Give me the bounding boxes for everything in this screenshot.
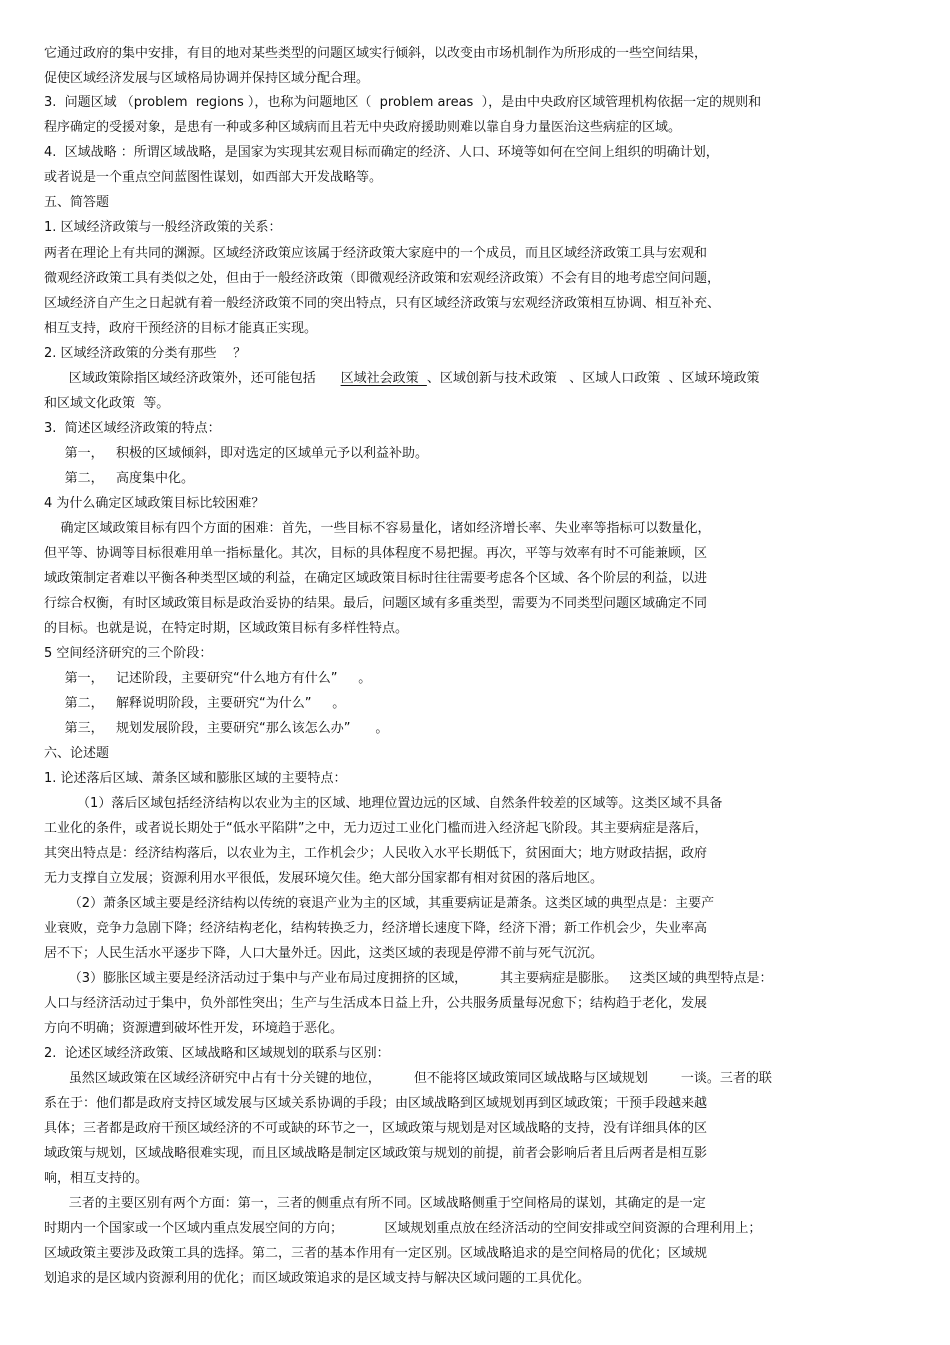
text-line: （1）落后区域包括经济结构以农业为主的区域、地理位置边远的区域、自然条件较差的区域等。这类区域不具备 (44, 796, 723, 811)
text-line: 区域政策主要涉及政策工具的选择。第二，三者的基本作用有一定区别。区域战略追求的是空间格局的优化；区域规 (44, 1246, 708, 1261)
text-line: 的目标。也就是说，在特定时期，区域政策目标有多样性特点。 (44, 621, 409, 636)
text-line: 相互支持，政府干预经济的目标才能真正实现。 (44, 321, 318, 336)
text-segment: 区域政策除指区域经济政策外，还可能包括 (44, 371, 341, 386)
text-line: 4. 区域战略 ：所谓区域战略，是国家为实现其宏观目标而确定的经济、人口、环境等如何在空间上组织的明确计划， (44, 145, 719, 160)
text-line: 五、简答题 (44, 195, 110, 210)
text-line: 无力支撑自立发展；资源利用水平很低，发展环境欠佳。绝大部分国家都有相对贫困的落后地区。 (44, 871, 604, 886)
text-line: 方向不明确；资源遭到破坏性开发，环境趋于恶化。 (44, 1021, 344, 1036)
text-line: 程序确定的受援对象，是患有一种或多种区域病而且若无中央政府援助则难以靠自身力量医治这些病症的区域。 (44, 120, 682, 135)
text-line: 划追求的是区域内资源利用的优化；而区域政策追求的是区域支持与解决区域问题的工具优化。 (44, 1271, 591, 1286)
text-line: 其突出特点是：经济结构落后，以农业为主，工作机会少；人民收入水平长期低下，贫困面大；地方财政拮据，政府 (44, 846, 708, 861)
text-line: 和区域文化政策 等。 (44, 396, 170, 411)
text-line: 促使区域经济发展与区域格局协调并保持区域分配合理。 (44, 71, 370, 86)
text-line: 居不下；人民生活水平逐步下降，人口大量外迁。因此，这类区域的表现是停滞不前与死气沉沉。 (44, 946, 604, 961)
text-line: 微观经济政策工具有类似之处，但由于一般经济政策（即微观经济政策和宏观经济政策）不会有目的地考虑空间问题， (44, 271, 721, 286)
text-line: 第一， 记述阶段，主要研究“什么地方有什么” 。 (44, 671, 372, 686)
text-line: （3）膨胀区域主要是经济活动过于集中与产业布局过度拥挤的区域， 其主要病症是膨胀。 这类区域的典型特点是： (44, 971, 773, 986)
text-line: 3. 简述区域经济政策的特点： (44, 421, 221, 436)
text-line: （2）萧条区域主要是经济结构以传统的衰退产业为主的区域，其重要病证是萧条。这类区域的典型点是：主要产 (44, 896, 715, 911)
underlined-term: 区域社会政策 (340, 371, 427, 386)
text-line: 2. 区域经济政策的分类有那些 ？ (44, 346, 247, 361)
text-line: 行综合权衡，有时区域政策目标是政治妥协的结果。最后，问题区域有多重类型，需要为不同类型问题区域确定不同 (44, 596, 708, 611)
text-line: 第二， 高度集中化。 (44, 471, 195, 486)
text-line: 4 为什么确定区域政策目标比较困难？ (44, 496, 265, 511)
text-line: 但平等、协调等目标很难用单一指标量化。其次，目标的具体程度不易把握。再次，平等与效率有时不可能兼顾，区 (44, 546, 708, 561)
text-line: 区域经济自产生之日起就有着一般经济政策不同的突出特点，只有区域经济政策与宏观经济政策相互协调、相互补充、 (44, 296, 721, 311)
text-line: 确定区域政策目标有四个方面的困难：首先，一些目标不容易量化，诸如经济增长率、失业率等指标可以数量化， (44, 521, 711, 536)
text-line: 域政策制定者难以平衡各种类型区域的利益，在确定区域政策目标时往往需要考虑各个区域、各个阶层的利益，以进 (44, 571, 708, 586)
text-line: 系在于：他们都是政府支持区域发展与区域关系协调的手段；由区域战略到区域规划再到区域政策；干预手段越来越 (44, 1096, 708, 1111)
text-line: 三者的主要区别有两个方面：第一，三者的侧重点有所不同。区域战略侧重于空间格局的谋划，其确定的是一定 (44, 1196, 706, 1211)
text-line: 响，相互支持的。 (44, 1171, 149, 1186)
text-line: 它通过政府的集中安排，有目的地对某些类型的问题区域实行倾斜，以改变由市场机制作为所形成的一些空间结果， (44, 46, 708, 61)
text-line: 域政策与规划，区域战略很难实现，而且区域战略是制定区域政策与规划的前提，前者会影响后者且后两者是相互影 (44, 1146, 708, 1161)
text-line: 六、论述题 (44, 746, 110, 761)
text-line: 第一， 积极的区域倾斜，即对选定的区域单元予以利益补助。 (44, 446, 429, 461)
text-line: 或者说是一个重点空间蓝图性谋划，如西部大开发战略等。 (44, 170, 383, 185)
text-segment: 、区域创新与技术政策 、区域人口政策 、区域环境政策 (426, 371, 760, 386)
text-line: 虽然区域政策在区域经济研究中占有十分关键的地位， 但不能将区域政策同区域战略与区域规划 一谈。三者的联 (44, 1071, 772, 1086)
text-line: 人口与经济活动过于集中，负外部性突出；生产与生活成本日益上升，公共服务质量每况愈下；结构趋于老化，发展 (44, 996, 708, 1011)
text-line: 业衰败，竞争力急剧下降；经济结构老化，结构转换乏力，经济增长速度下降，经济下滑；新工作机会少，失业率高 (44, 921, 708, 936)
text-line: 1. 区域经济政策与一般经济政策的关系： (44, 220, 282, 235)
text-line: 两者在理论上有共同的渊源。区域经济政策应该属于经济政策大家庭中的一个成员，而且区域经济政策工具与宏观和 (44, 246, 708, 261)
text-line: 2. 论述区域经济政策、区域战略和区域规划的联系与区别： (44, 1046, 390, 1061)
text-line: 1. 论述落后区域、萧条区域和膨胀区域的主要特点： (44, 771, 347, 786)
text-line: 时期内一个国家或一个区域内重点发展空间的方向； 区域规划重点放在经济活动的空间安排或空间资源的合理利用上； (44, 1221, 762, 1236)
text-line-policy-types (44, 371, 760, 387)
text-line: 工业化的条件，或者说长期处于“低水平陷阱”之中，无力迈过工业化门槛而进入经济起飞阶段。其主要病症是落后， (44, 821, 708, 836)
text-line: 第二， 解释说明阶段，主要研究“为什么” 。 (44, 696, 346, 711)
text-line: 第三， 规划发展阶段，主要研究“那么该怎么办” 。 (44, 721, 389, 736)
text-line: 具体；三者都是政府干预区域经济的不可或缺的环节之一，区域政策与规划是对区域战略的支持，没有详细具体的区 (44, 1121, 708, 1136)
text-line: 3. 问题区域 （problem regions ），也称为问题地区（ problem areas ），是由中央政府区域管理机构依据一定的规则和 (44, 95, 762, 110)
text-line: 5 空间经济研究的三个阶段： (44, 646, 213, 661)
